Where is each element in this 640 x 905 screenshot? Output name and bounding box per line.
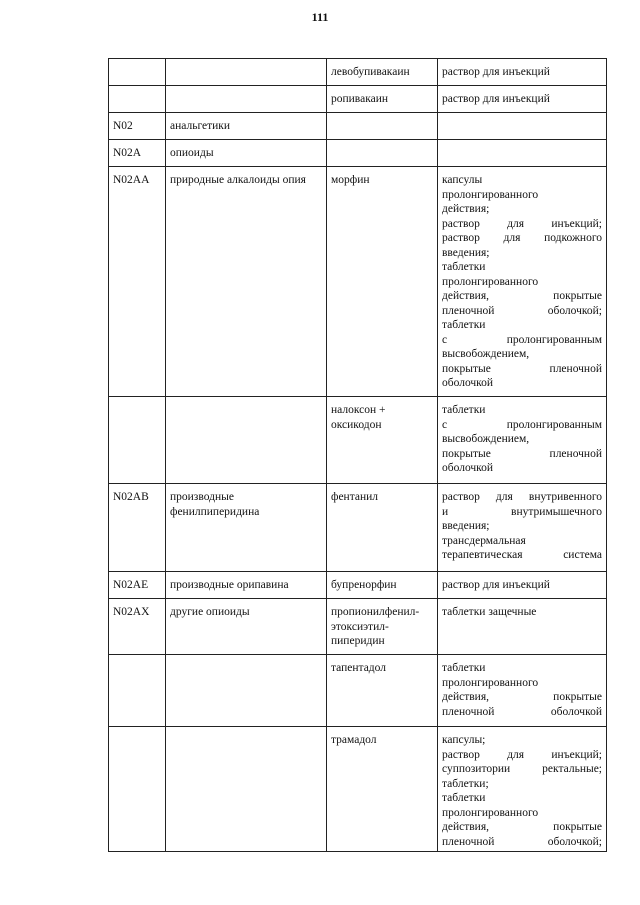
dosage-form-line: пролонгированного <box>442 806 539 819</box>
dosage-form-line: введения; <box>442 246 490 259</box>
dosage-form-line: оболочкой <box>442 377 494 389</box>
group-name-cell: опиоиды <box>166 140 327 167</box>
dosage-form-line: капсулы; <box>442 734 486 746</box>
dosage-form-line: и внутримышечного <box>442 505 602 518</box>
atc-code-cell: N02AE <box>109 572 166 599</box>
table-body <box>109 59 607 852</box>
group-name-cell <box>166 655 327 727</box>
dosage-form-line: действия; <box>442 203 490 215</box>
dosage-form-line: таблетки <box>442 261 486 273</box>
table-row <box>109 167 607 397</box>
table-row <box>109 655 607 727</box>
drug-name-cell: тапентадол <box>327 655 438 727</box>
dosage-form-line: пленочной оболочкой <box>442 705 602 718</box>
atc-code-cell <box>109 86 166 113</box>
dosage-form-line: высвобождением, <box>442 433 530 445</box>
table-row <box>109 727 607 852</box>
dosage-form-line: терапевтическая система <box>442 549 602 561</box>
table-row <box>109 397 607 484</box>
atc-code-cell <box>109 655 166 727</box>
dosage-form-cell <box>438 59 607 86</box>
dosage-form-cell <box>438 397 607 484</box>
atc-code-cell: N02AB <box>109 484 166 572</box>
dosage-form-line: действия, покрытые <box>442 290 602 302</box>
dosage-form-line: пленочной оболочкой; <box>442 835 602 848</box>
dosage-form-cell <box>438 572 607 599</box>
dosage-form-line: пленочной оболочкой; <box>442 304 602 317</box>
dosage-form-line: суппозитории ректальные; <box>442 763 602 775</box>
drug-name-cell: трамадол <box>327 727 438 852</box>
dosage-form-line: с пролонгированным <box>442 333 602 346</box>
atc-code-cell: N02 <box>109 113 166 140</box>
drug-name-cell <box>327 113 438 140</box>
drug-name-cell: бупренорфин <box>327 572 438 599</box>
group-name-cell <box>166 727 327 852</box>
dosage-form-line: таблетки <box>442 404 486 416</box>
drug-name-cell: ропивакаин <box>327 86 438 113</box>
dosage-form-line: таблетки защечные <box>442 606 537 618</box>
table-row <box>109 86 607 113</box>
table-row <box>109 572 607 599</box>
dosage-form-line: капсулы <box>442 174 483 186</box>
dosage-form-cell <box>438 484 607 572</box>
atc-code-cell <box>109 59 166 86</box>
dosage-form-line: введения; <box>442 520 490 532</box>
drug-name-cell: фентанил <box>327 484 438 572</box>
atc-code-cell <box>109 397 166 484</box>
dosage-form-line: покрытые пленочной <box>442 447 602 460</box>
dosage-form-line: раствор для инъекций <box>442 66 550 78</box>
dosage-form-cell <box>438 86 607 113</box>
atc-code-cell: N02AX <box>109 599 166 655</box>
group-name-cell: другие опиоиды <box>166 599 327 655</box>
dosage-form-line: пролонгированного <box>442 275 539 288</box>
group-name-cell: производные фенилпиперидина <box>166 484 327 572</box>
group-name-cell <box>166 86 327 113</box>
drug-table <box>108 58 607 852</box>
group-name-cell: анальгетики <box>166 113 327 140</box>
dosage-form-line: пролонгированного <box>442 188 539 201</box>
drug-name-cell: морфин <box>327 167 438 397</box>
dosage-form-cell <box>438 167 607 397</box>
dosage-form-line: таблетки <box>442 662 486 674</box>
table-row <box>109 599 607 655</box>
table-row <box>109 140 607 167</box>
dosage-form-line: раствор для внутривенного <box>442 491 602 503</box>
dosage-form-line: покрытые пленочной <box>442 362 602 375</box>
dosage-form-line: высвобождением, <box>442 348 530 360</box>
dosage-form-line: таблетки <box>442 319 486 331</box>
table-row <box>109 484 607 572</box>
group-name-cell <box>166 59 327 86</box>
dosage-form-line: таблетки; <box>442 777 489 790</box>
dosage-form-line: действия, покрытые <box>442 691 602 703</box>
drug-name-cell: левобупивакаин <box>327 59 438 86</box>
drug-name-cell: налоксон + оксикодон <box>327 397 438 484</box>
group-name-cell: природные алкалоиды опия <box>166 167 327 397</box>
dosage-form-cell <box>438 140 607 167</box>
dosage-form-cell <box>438 113 607 140</box>
drug-name-cell <box>327 140 438 167</box>
dosage-form-cell <box>438 655 607 727</box>
atc-code-cell: N02AA <box>109 167 166 397</box>
dosage-form-line: пролонгированного <box>442 676 539 689</box>
dosage-form-line: таблетки <box>442 792 486 804</box>
table-row <box>109 113 607 140</box>
page-number: 111 <box>311 10 329 24</box>
group-name-cell <box>166 397 327 484</box>
group-name-cell: производные орипавина <box>166 572 327 599</box>
atc-code-cell: N02A <box>109 140 166 167</box>
dosage-form-line: раствор для подкожного <box>442 232 602 244</box>
dosage-form-line: раствор для инъекций; <box>442 748 602 761</box>
dosage-form-cell <box>438 599 607 655</box>
dosage-form-line: трансдермальная <box>442 534 526 547</box>
atc-code-cell <box>109 727 166 852</box>
dosage-form-cell <box>438 727 607 852</box>
dosage-form-line: действия, покрытые <box>442 821 602 833</box>
dosage-form-line: раствор для инъекций <box>442 579 550 591</box>
table-row <box>109 59 607 86</box>
dosage-form-line: оболочкой <box>442 462 494 474</box>
dosage-form-line: раствор для инъекций <box>442 93 550 105</box>
drug-name-cell: пропионилфенил-этоксиэтил-пиперидин <box>327 599 438 655</box>
dosage-form-line: с пролонгированным <box>442 418 602 431</box>
dosage-form-line: раствор для инъекций; <box>442 217 602 230</box>
